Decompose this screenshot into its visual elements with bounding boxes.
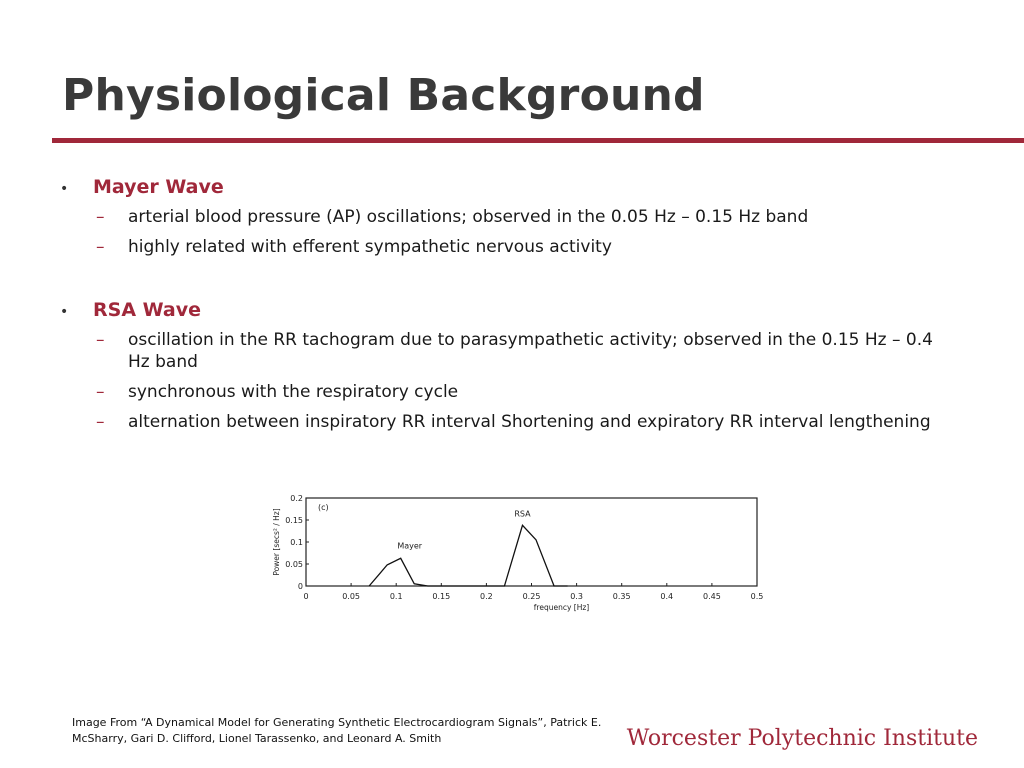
section-heading: Mayer Wave [93,176,224,198]
dash-icon: – [96,237,105,257]
y-tick-label: 0.2 [290,494,303,503]
page-title: Physiological Background [62,70,705,121]
dash-icon: – [96,382,105,402]
section-heading: RSA Wave [93,299,202,321]
y-tick-label: 0.05 [285,560,303,569]
annotation-mayer: Mayer [397,541,423,551]
sub-bullet [96,206,958,228]
sub-bullet [96,236,958,258]
x-tick-label: 0.15 [432,592,451,601]
panel-label: (c) [318,503,329,512]
image-credit: Image From “A Dynamical Model for Generating Synthetic Electrocardiogram Signals”, Patrick E. McSharry, Gari D. Clifford, Lionel Tarassenko, and Leonard A. Smith [72,716,602,745]
x-tick-label: 0.2 [480,592,493,601]
y-axis-label: Power [secs² / Hz] [272,508,281,576]
sub-bullet-text: arterial blood pressure (AP) oscillations; observed in the 0.05 Hz – 0.15 Hz band [128,207,809,227]
sub-bullet [96,381,958,403]
bullet-icon: • [60,181,69,197]
x-tick-label: 0.05 [342,592,361,601]
dash-icon: – [96,330,105,350]
x-tick-label: 0.3 [570,592,583,601]
bullet-icon: • [60,304,69,320]
power-spectrum-chart [262,484,782,620]
x-tick-label: 0.5 [750,592,764,601]
x-axis-label: frequency [Hz] [533,603,590,612]
institution-wordmark: Worcester Polytechnic Institute [626,726,978,751]
sub-bullet-text: synchronous with the respiratory cycle [128,382,459,402]
sub-bullet [96,329,958,373]
sub-bullet-text: oscillation in the RR tachogram due to parasympathetic activity; observed in the 0.15 Hz – 0.4 Hz band [128,330,933,372]
sub-bullet-text: alternation between inspiratory RR interval Shortening and expiratory RR interval lengthening [128,412,931,432]
bullet-mayer-wave [60,176,958,198]
sub-bullet-text: highly related with efferent sympathetic nervous activity [128,237,612,257]
y-tick-label: 0.15 [285,516,303,525]
dash-icon: – [96,207,105,227]
annotation-rsa: RSA [514,509,531,519]
y-tick-label: 0.1 [290,538,303,547]
x-tick-label: 0.45 [702,592,721,601]
title-underline [52,138,1024,143]
x-tick-label: 0 [303,592,309,601]
bullet-rsa-wave [60,299,958,321]
spectrum-line [369,525,567,586]
section-mayer-wave [60,176,958,258]
x-tick-label: 0.35 [612,592,631,601]
x-tick-label: 0.1 [389,592,403,601]
plot-frame [306,498,757,586]
x-tick-label: 0.4 [660,592,674,601]
dash-icon: – [96,412,105,432]
y-tick-label: 0 [297,582,303,591]
x-tick-label: 0.25 [522,592,541,601]
sub-bullet [96,411,958,433]
section-rsa-wave [60,299,958,433]
